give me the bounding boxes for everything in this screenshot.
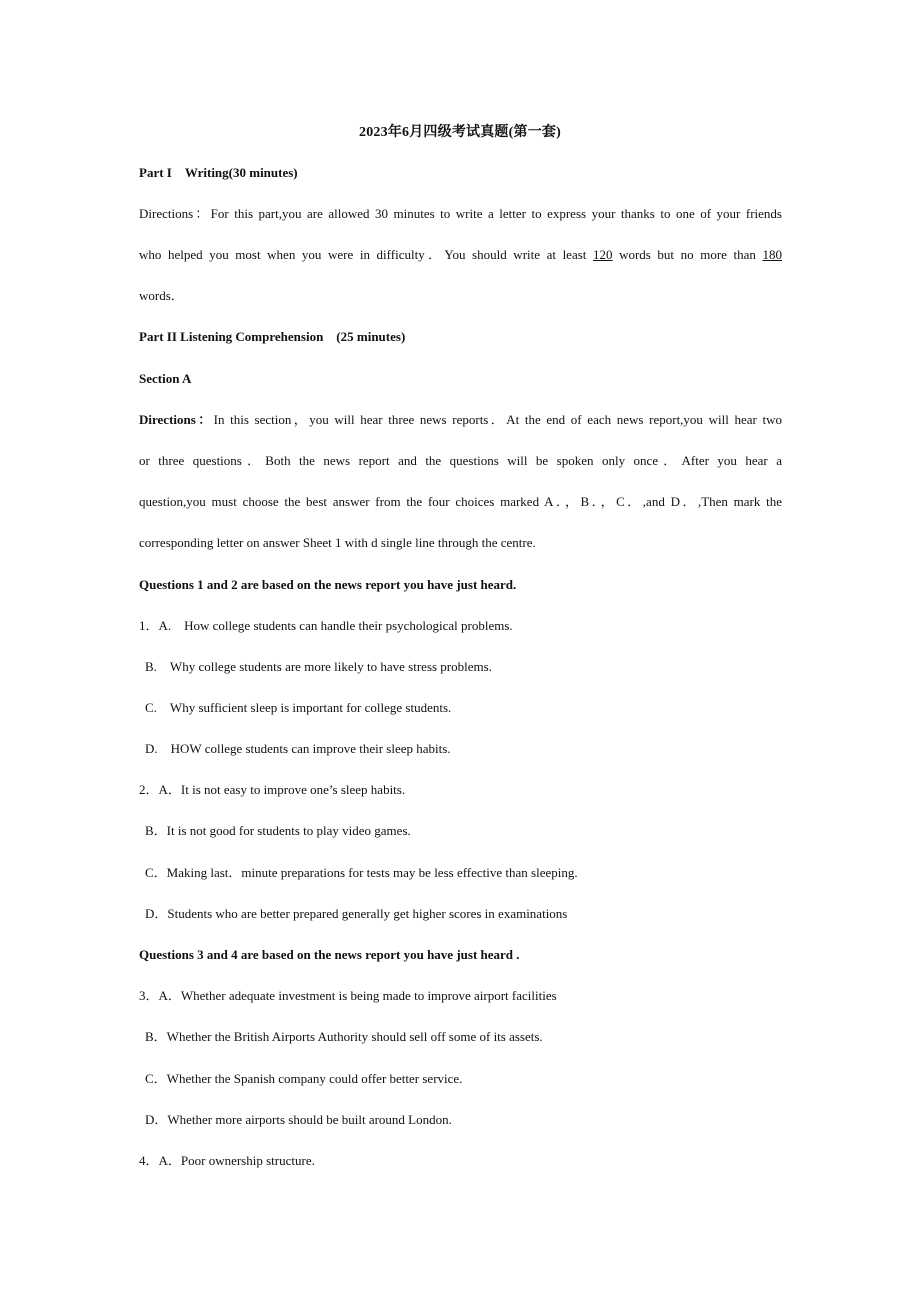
q3-option-b: B．Whether the British Airports Authority should sell off some of its assets.: [145, 1029, 543, 1044]
part2-heading: Part II Listening Comprehension (25 minutes): [139, 329, 406, 344]
q2-option-a: 2．A．It is not easy to improve one’s sleep habits.: [139, 782, 406, 797]
q3-option-c: C．Whether the Spanish company could offer better service.: [145, 1071, 463, 1086]
q3-option-a: 3．A．Whether adequate investment is being made to improve airport facilities: [139, 988, 557, 1003]
part2-directions-line3: question,you must choose the best answer from the four choices marked A．，B．，C．,and D．,Then mark the: [139, 494, 782, 509]
q1-option-a: 1．A. How college students can handle their psychological problems.: [139, 618, 513, 633]
part2-directions-line1: [139, 411, 782, 429]
part2-directions-line2: or three questions．Both the news report and the questions will be spoken only once．After you hear a: [139, 453, 782, 468]
directions-label: Directions：: [139, 412, 214, 427]
page-title: 2023年6月四级考试真题(第一套): [359, 125, 561, 140]
min-word-count: 120: [592, 247, 613, 262]
q1-option-b: B. Why college students are more likely to have stress problems.: [145, 659, 492, 674]
q1-option-d: D. HOW college students can improve their sleep habits.: [145, 741, 451, 756]
part2-directions-line4: corresponding letter on answer Sheet 1 with d single line through the centre.: [139, 535, 536, 550]
questions-1-2-heading: Questions 1 and 2 are based on the news report you have just heard.: [139, 577, 517, 592]
q1-option-c: C. Why sufficient sleep is important for college students.: [145, 700, 452, 715]
questions-3-4-heading: Questions 3 and 4 are based on the news report you have just heard .: [139, 947, 520, 962]
part1-directions-line1: Directions：For this part,you are allowed 30 minutes to write a letter to express your thanks to one of your friends: [139, 206, 782, 221]
q2-option-b: B．It is not good for students to play video games.: [145, 823, 411, 838]
q4-option-a: 4．A．Poor ownership structure.: [139, 1153, 315, 1168]
part2-directions-text1: In this section，you will hear three news reports．At the end of each news report,you will hear two: [213, 412, 782, 427]
q2-option-c: C．Making last．minute preparations for tests may be less effective than sleeping.: [145, 865, 578, 880]
part1-directions-text-b: words but no more than: [612, 247, 763, 262]
section-a-heading: Section A: [139, 371, 192, 386]
q3-option-d: D．Whether more airports should be built around London.: [145, 1112, 452, 1127]
max-word-count: 180: [762, 247, 782, 262]
part1-directions-line2: [139, 246, 782, 264]
part1-directions-line3: words．: [139, 288, 184, 303]
part1-heading: Part I Writing(30 minutes): [139, 165, 298, 180]
part1-directions-text-a: who helped you most when you were in difficulty．You should write at least: [139, 247, 593, 262]
q2-option-d: D．Students who are better prepared generally get higher scores in examinations: [145, 906, 568, 921]
